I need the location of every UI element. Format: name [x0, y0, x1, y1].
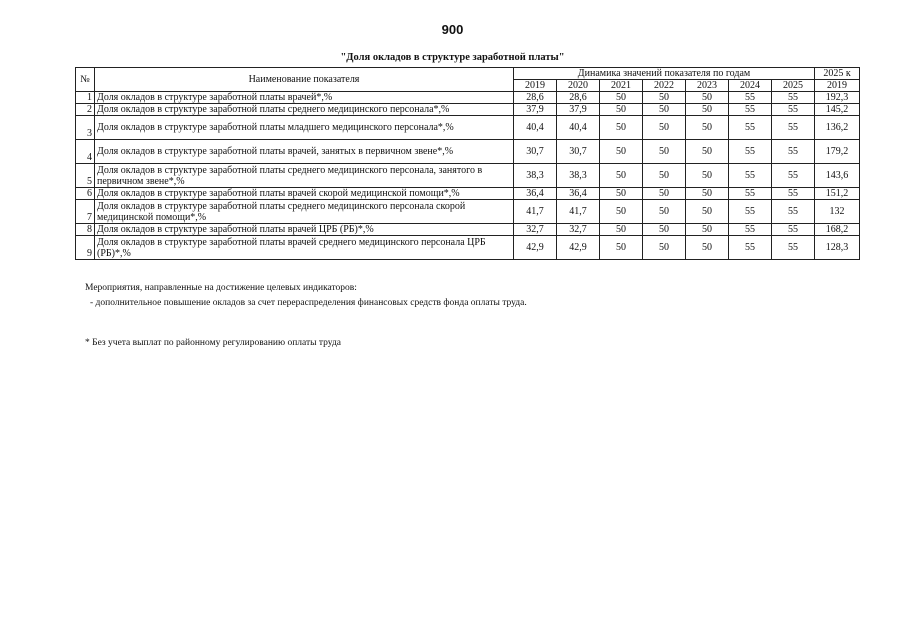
year-value: 55 — [772, 140, 815, 164]
ratio-value: 132 — [815, 200, 860, 224]
year-value: 50 — [600, 200, 643, 224]
year-value: 50 — [643, 224, 686, 236]
row-number: 9 — [76, 236, 95, 260]
header-ratio: 2025 к — [815, 68, 860, 80]
year-value: 50 — [643, 200, 686, 224]
header-year: 2024 — [729, 80, 772, 92]
year-value: 50 — [600, 164, 643, 188]
year-value: 55 — [772, 200, 815, 224]
page-number: 900 — [441, 22, 464, 37]
year-value: 50 — [643, 104, 686, 116]
year-value: 36,4 — [557, 188, 600, 200]
year-value: 28,6 — [514, 92, 557, 104]
header-year: 2025 — [772, 80, 815, 92]
year-value: 50 — [686, 236, 729, 260]
year-value: 42,9 — [514, 236, 557, 260]
header-indicator-name: Наименование показателя — [95, 68, 514, 92]
year-value: 50 — [643, 164, 686, 188]
indicator-name: Доля окладов в структуре заработной платы врачей, занятых в первичном звене*,% — [95, 140, 514, 164]
year-value: 55 — [729, 116, 772, 140]
footnote: * Без учета выплат по районному регулированию оплаты труда — [85, 338, 342, 348]
ratio-value: 145,2 — [815, 104, 860, 116]
table-row — [76, 104, 860, 116]
indicator-name: Доля окладов в структуре заработной платы врачей*,% — [95, 92, 514, 104]
header-year: 2021 — [600, 80, 643, 92]
year-value: 50 — [686, 188, 729, 200]
year-value: 50 — [686, 164, 729, 188]
year-value: 55 — [772, 104, 815, 116]
year-value: 50 — [600, 224, 643, 236]
year-value: 50 — [686, 224, 729, 236]
header-dynamics: Динамика значений показателя по годам — [514, 68, 815, 80]
table-row — [76, 188, 860, 200]
document-title: "Доля окладов в структуре заработной платы" — [340, 52, 565, 63]
year-value: 50 — [686, 116, 729, 140]
year-value: 50 — [643, 236, 686, 260]
ratio-value: 128,3 — [815, 236, 860, 260]
year-value: 50 — [643, 92, 686, 104]
year-value: 38,3 — [514, 164, 557, 188]
year-value: 50 — [600, 140, 643, 164]
indicator-name: Доля окладов в структуре заработной платы врачей среднего медицинского персонала ЦРБ (РБ)*,% — [95, 236, 514, 260]
year-value: 30,7 — [557, 140, 600, 164]
table-row — [76, 224, 860, 236]
header-year: 2020 — [557, 80, 600, 92]
table-row — [76, 140, 860, 164]
year-value: 55 — [772, 188, 815, 200]
year-value: 55 — [729, 224, 772, 236]
ratio-value: 143,6 — [815, 164, 860, 188]
row-number: 7 — [76, 200, 95, 224]
year-value: 50 — [600, 188, 643, 200]
ratio-value: 168,2 — [815, 224, 860, 236]
row-number: 2 — [76, 104, 95, 116]
table-row — [76, 164, 860, 188]
year-value: 55 — [772, 92, 815, 104]
year-value: 50 — [686, 104, 729, 116]
year-value: 32,7 — [514, 224, 557, 236]
year-value: 55 — [729, 140, 772, 164]
year-value: 55 — [729, 164, 772, 188]
table-row — [76, 116, 860, 140]
year-value: 36,4 — [514, 188, 557, 200]
header-year: 2023 — [686, 80, 729, 92]
row-number: 3 — [76, 116, 95, 140]
table-row — [76, 92, 860, 104]
row-number: 1 — [76, 92, 95, 104]
header-year: 2019 — [514, 80, 557, 92]
table-row — [76, 236, 860, 260]
measures-heading: Мероприятия, направленные на достижение целевых индикаторов: — [85, 283, 357, 293]
year-value: 50 — [643, 188, 686, 200]
indicator-name: Доля окладов в структуре заработной платы врачей ЦРБ (РБ)*,% — [95, 224, 514, 236]
table-row — [76, 200, 860, 224]
year-value: 38,3 — [557, 164, 600, 188]
year-value: 30,7 — [514, 140, 557, 164]
header-ratio-year: 2019 — [815, 80, 860, 92]
header-number: № — [76, 68, 95, 92]
indicator-name: Доля окладов в структуре заработной платы среднего медицинского персонала скорой медицинской помощи*,% — [95, 200, 514, 224]
year-value: 50 — [600, 92, 643, 104]
year-value: 50 — [600, 104, 643, 116]
year-value: 50 — [686, 200, 729, 224]
year-value: 55 — [772, 116, 815, 140]
year-value: 42,9 — [557, 236, 600, 260]
row-number: 6 — [76, 188, 95, 200]
ratio-value: 151,2 — [815, 188, 860, 200]
year-value: 55 — [772, 236, 815, 260]
year-value: 37,9 — [557, 104, 600, 116]
ratio-value: 179,2 — [815, 140, 860, 164]
year-value: 55 — [772, 164, 815, 188]
year-value: 50 — [600, 116, 643, 140]
row-number: 4 — [76, 140, 95, 164]
indicator-name: Доля окладов в структуре заработной платы среднего медицинского персонала*,% — [95, 104, 514, 116]
year-value: 50 — [643, 116, 686, 140]
year-value: 41,7 — [557, 200, 600, 224]
year-value: 50 — [600, 236, 643, 260]
row-number: 5 — [76, 164, 95, 188]
header-year: 2022 — [643, 80, 686, 92]
ratio-value: 136,2 — [815, 116, 860, 140]
year-value: 37,9 — [514, 104, 557, 116]
row-number: 8 — [76, 224, 95, 236]
year-value: 40,4 — [514, 116, 557, 140]
year-value: 50 — [643, 140, 686, 164]
indicator-name: Доля окладов в структуре заработной платы врачей скорой медицинской помощи*,% — [95, 188, 514, 200]
year-value: 40,4 — [557, 116, 600, 140]
year-value: 55 — [772, 224, 815, 236]
indicator-name: Доля окладов в структуре заработной платы младшего медицинского персонала*,% — [95, 116, 514, 140]
year-value: 28,6 — [557, 92, 600, 104]
year-value: 32,7 — [557, 224, 600, 236]
indicators-table — [75, 67, 860, 260]
year-value: 55 — [729, 104, 772, 116]
measure-item: - дополнительное повышение окладов за счет перераспределения финансовых средств фонда оплаты труда. — [90, 298, 527, 308]
ratio-value: 192,3 — [815, 92, 860, 104]
year-value: 55 — [729, 236, 772, 260]
year-value: 55 — [729, 188, 772, 200]
year-value: 55 — [729, 92, 772, 104]
year-value: 41,7 — [514, 200, 557, 224]
year-value: 50 — [686, 140, 729, 164]
indicator-name: Доля окладов в структуре заработной платы среднего медицинского персонала, занятого в первичном звене*,% — [95, 164, 514, 188]
year-value: 50 — [686, 92, 729, 104]
year-value: 55 — [729, 200, 772, 224]
